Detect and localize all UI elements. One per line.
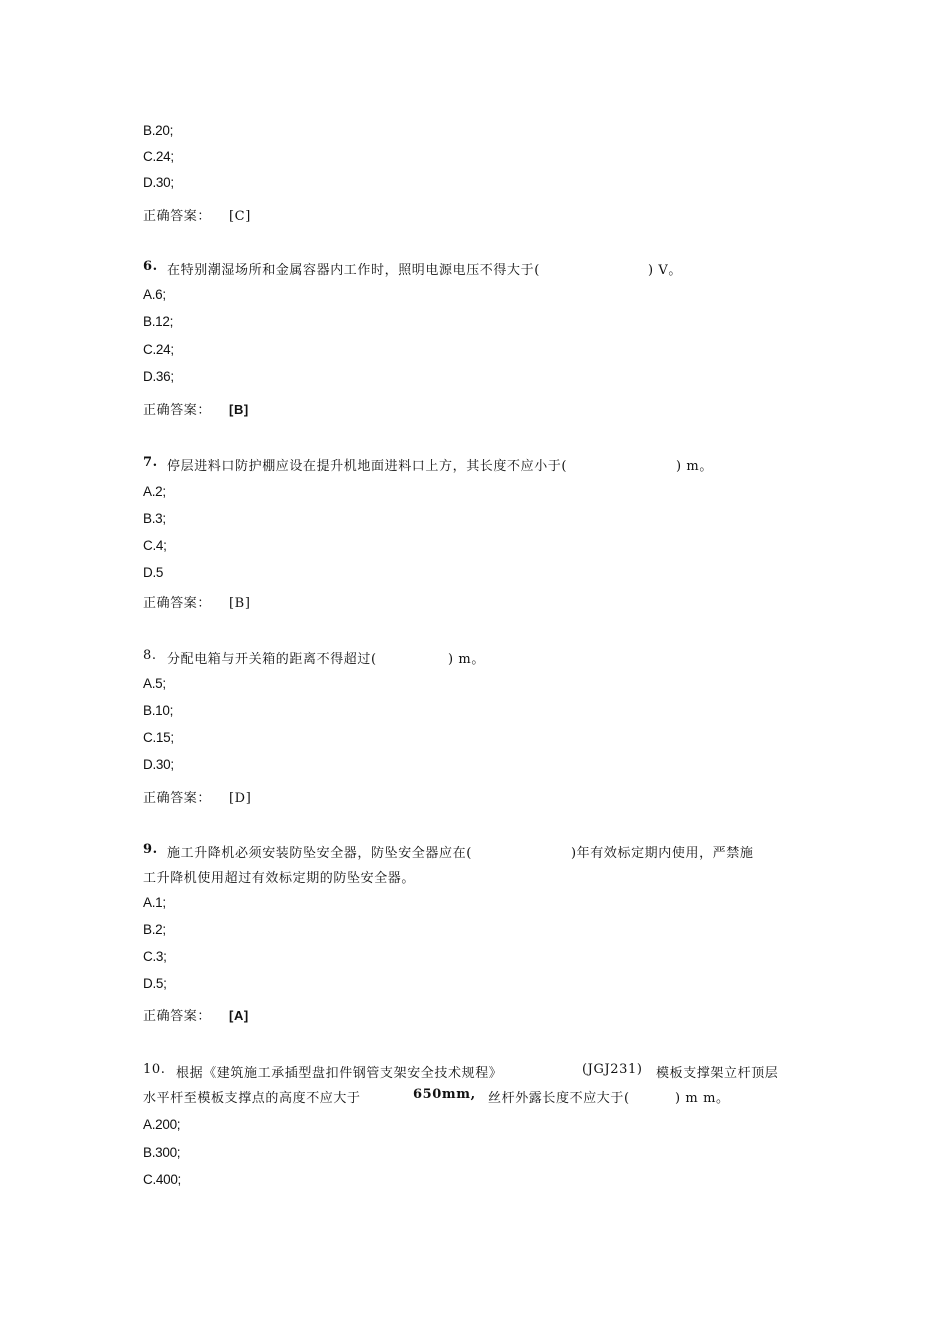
option-q6-a: A.6; (143, 287, 166, 302)
question-text: 分配电箱与开关箱的距离不得超过( (167, 652, 377, 667)
option-q7-b: B.3; (143, 511, 166, 526)
question-8 (143, 648, 743, 668)
answer-label: 正确答案： (143, 791, 212, 806)
question-text-line2-a: 水平杆至模板支撑点的高度不应大于 (143, 1091, 361, 1106)
option-q7-c: C.4; (143, 538, 167, 553)
option-q10-b: B.300; (143, 1145, 181, 1160)
option-q8-b: B.10; (143, 703, 174, 718)
question-text-a: 根据《建筑施工承插型盘扣件钢管支架安全技术规程》 (176, 1066, 503, 1081)
question-text-b: (JGJ231) (582, 1062, 643, 1077)
question-9-line2: 工升降机使用超过有效标定期的防坠安全器。 (143, 871, 416, 886)
question-number: 6. (143, 259, 158, 274)
question-text: 施工升降机必须安装防坠安全器，防坠安全器应在( (167, 846, 472, 861)
option-q9-d: D.5; (143, 976, 167, 991)
question-text: 在特别潮湿场所和金属容器内工作时，照明电源电压不得大于( (167, 263, 540, 278)
option-q5-c: C.24; (143, 149, 174, 164)
option-q6-b: B.12; (143, 314, 174, 329)
question-number: 8. (143, 648, 157, 663)
question-text-line2-b: 650mm, (413, 1087, 476, 1102)
answer-label: 正确答案： (143, 403, 212, 418)
option-q7-a: A.2; (143, 484, 166, 499)
question-number: 10. (143, 1062, 166, 1077)
question-number: 9. (143, 842, 158, 857)
question-9 (143, 842, 803, 862)
question-text-line2-d: ) m m。 (675, 1091, 730, 1106)
question-number: 7. (143, 455, 158, 470)
option-q8-d: D.30; (143, 757, 174, 772)
option-q5-d: D.30; (143, 175, 174, 190)
option-q7-d: D.5 (143, 565, 164, 580)
answer-q7 (143, 592, 251, 611)
question-10 (143, 1062, 803, 1082)
answer-q8 (143, 787, 251, 806)
question-10-line2 (143, 1087, 763, 1107)
answer-label: 正确答案： (143, 209, 212, 224)
option-q9-b: B.2; (143, 922, 166, 937)
answer-q5 (143, 205, 251, 224)
question-text-line2-c: 丝杆外露长度不应大于( (488, 1091, 630, 1106)
question-text-end: ) m。 (448, 652, 485, 667)
question-text-c: 模板支撑架立杆顶层 (656, 1066, 779, 1081)
answer-value: [C] (229, 209, 251, 224)
option-q9-c: C.3; (143, 949, 167, 964)
answer-value: [A] (229, 1008, 249, 1023)
question-text-end: ) V。 (648, 263, 682, 278)
option-q5-b: B.20; (143, 123, 174, 138)
option-q10-c: C.400; (143, 1172, 181, 1187)
option-q6-d: D.36; (143, 369, 174, 384)
option-q9-a: A.1; (143, 895, 166, 910)
answer-value: [D] (229, 791, 252, 806)
answer-q9 (143, 1005, 249, 1024)
question-text: 停层进料口防护棚应设在提升机地面进料口上方，其长度不应小于( (167, 459, 568, 474)
question-7 (143, 455, 743, 475)
answer-value: [B] (229, 402, 249, 417)
question-text-end: )年有效标定期内使用，严禁施 (571, 846, 754, 861)
answer-label: 正确答案： (143, 1009, 212, 1024)
question-text-end: ) m。 (676, 459, 713, 474)
option-q6-c: C.24; (143, 342, 174, 357)
answer-label: 正确答案： (143, 596, 212, 611)
question-6 (143, 259, 743, 279)
option-q8-c: C.15; (143, 730, 174, 745)
option-q8-a: A.5; (143, 676, 166, 691)
answer-value: [B] (229, 596, 251, 611)
answer-q6 (143, 399, 249, 418)
option-q10-a: A.200; (143, 1117, 181, 1132)
